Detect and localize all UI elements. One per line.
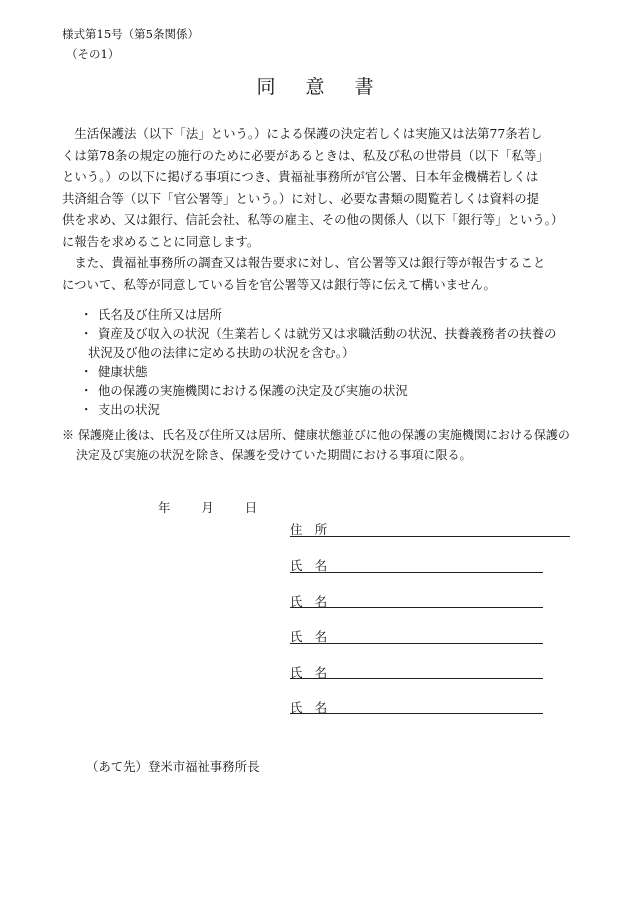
- item-list: [80, 305, 556, 419]
- list-item-continuation: [80, 343, 556, 362]
- addressee: （あて先）登米市福祉事務所長: [86, 759, 260, 774]
- list-item: [80, 400, 556, 419]
- list-item: [80, 305, 556, 324]
- bullet: ・: [80, 364, 93, 379]
- note-line: 決定及び実施の状況を除き、保護を受けていた期間における事項に限る。: [76, 448, 472, 462]
- paragraph-line: 共済組合等（以下「官公署等」という。）に対し、必要な書類の閲覧若しくは資料の提: [62, 190, 540, 206]
- paragraph-line: くは第78条の規定の施行のために必要があるときは、私及び私の世帯員（以下「私等」: [62, 147, 549, 163]
- paragraph-notification: [62, 252, 545, 295]
- note: [62, 425, 570, 465]
- address-input-line[interactable]: [290, 536, 570, 537]
- list-item-text: 支出の状況: [98, 402, 160, 417]
- paragraph-line: 生活保護法（以下「法」という。）による保護の決定若しくは実施又は法第77条若し: [62, 126, 543, 141]
- date-month-label: 月: [201, 500, 214, 515]
- bullet: ・: [80, 383, 93, 398]
- list-item-text: 資産及び収入の状況（生業若しくは就労又は求職活動の状況、扶養義務者の扶養の: [98, 326, 557, 341]
- note-line: ※ 保護廃止後は、氏名及び住所又は居所、健康状態並びに他の保護の実施機関における保護の: [62, 428, 570, 442]
- paragraph-line: また、貴福祉事務所の調査又は報告要求に対し、官公署等又は銀行等が報告すること: [62, 255, 546, 270]
- bullet: ・: [80, 326, 93, 341]
- document-title: 同意書: [256, 76, 404, 98]
- name-label: 氏 名: [290, 629, 328, 644]
- paragraph-line: について、私等が同意している旨を官公署等又は銀行等に伝えて構いません。: [62, 276, 496, 292]
- list-item-text: 他の保護の実施機関における保護の決定及び実施の状況: [98, 383, 408, 398]
- date-day-label: 日: [244, 500, 258, 515]
- date-field: [158, 498, 257, 516]
- list-item-text: 健康状態: [98, 364, 148, 379]
- name-label: 氏 名: [290, 665, 328, 680]
- paragraph-line: という。）の以下に掲げる事項につき、貴福祉事務所が官公署、日本年金機構若しくは: [62, 169, 539, 184]
- list-item: [80, 362, 556, 381]
- name-input-line[interactable]: [290, 643, 543, 644]
- name-label: 氏 名: [290, 700, 328, 715]
- paragraph-line: に報告を求めることに同意します。: [62, 233, 260, 249]
- name-label: 氏 名: [290, 594, 328, 609]
- paragraph-line: 供を求め、又は銀行、信託会社、私等の雇主、その他の関係人（以下「銀行等」という。）: [62, 212, 564, 227]
- name-input-line[interactable]: [290, 713, 543, 714]
- bullet: ・: [80, 402, 93, 417]
- list-item-text: 状況及び他の法律に定める扶助の状況を含む。）: [88, 345, 355, 360]
- list-item: [80, 381, 556, 400]
- bullet: ・: [80, 307, 93, 322]
- name-input-line[interactable]: [290, 607, 543, 608]
- name-input-line[interactable]: [290, 572, 543, 573]
- list-item: [80, 324, 556, 343]
- address-label: 住 所: [290, 522, 328, 537]
- form-sub-number: （その1）: [66, 47, 120, 61]
- date-year-label: 年: [158, 500, 171, 515]
- name-label: 氏 名: [290, 558, 328, 573]
- name-input-line[interactable]: [290, 678, 543, 679]
- list-item-text: 氏名及び住所又は居所: [98, 307, 222, 322]
- paragraph-consent: [62, 123, 563, 252]
- form-number: 様式第15号（第5条関係）: [62, 27, 199, 41]
